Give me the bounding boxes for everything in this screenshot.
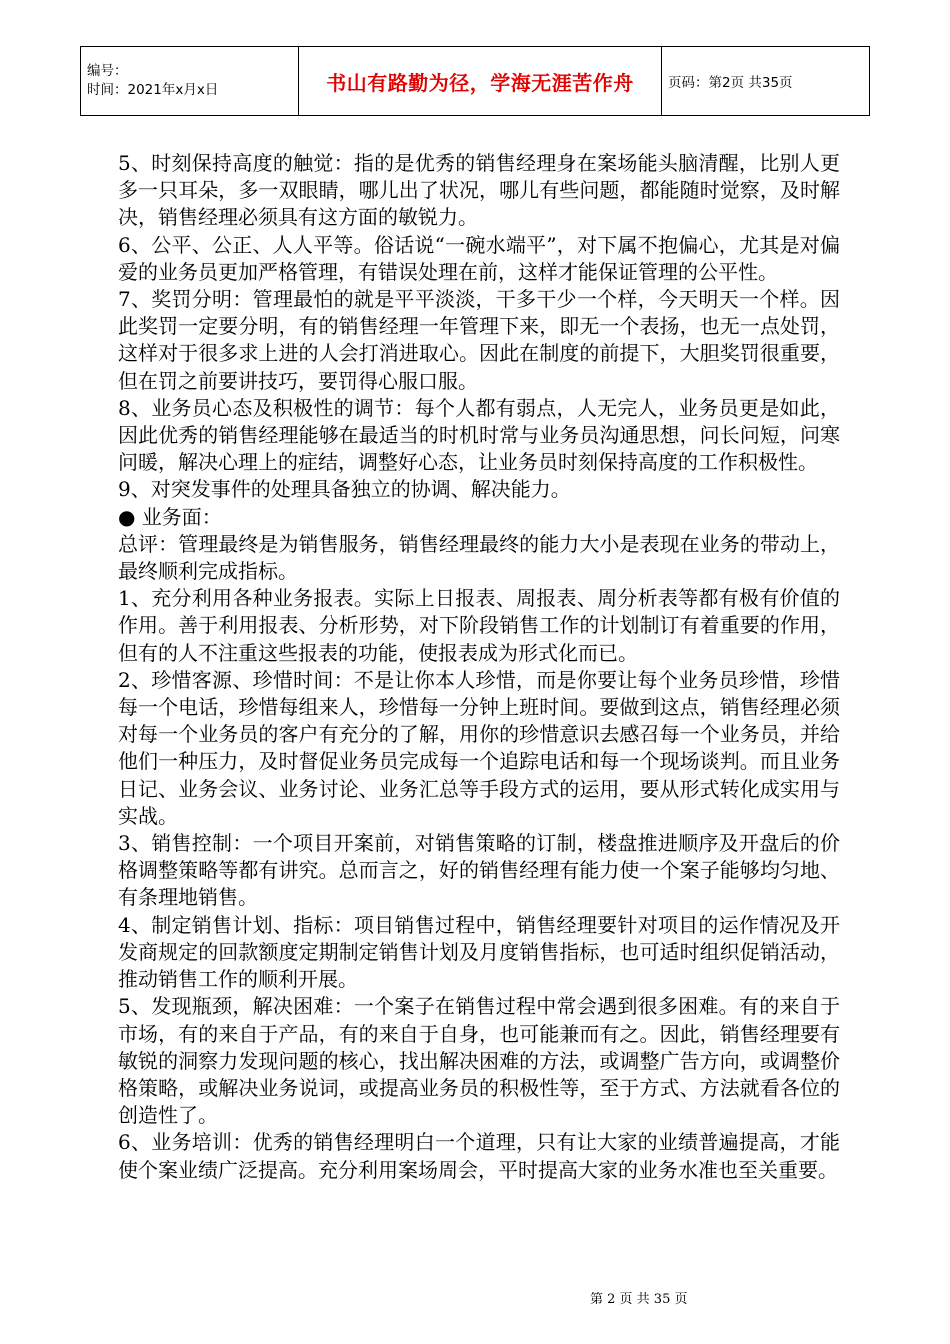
paragraph: 9、对突发事件的处理具备独立的协调、解决能力。: [118, 477, 571, 502]
page-footer: 第 2 页 共 35 页: [590, 1292, 688, 1307]
paragraph: 2、珍惜客源、珍惜时间：不是让你本人珍惜，而是你要让每个业务员珍惜，珍惜每一个电话，珍惜每组来人，珍惜每一分钟上班时间。要做到这点，销售经理必须对每一个业务员的客户有充分的了解，用你的珍惜意识去感召每一个业务员，并给他们一种压力，及时督促业务员完成每一个追踪电话和每一个现场谈判。而且业务日记、业务会议、业务讨论、业务汇总等手段方式的运用，要从形式转化成实用与实战。: [118, 667, 840, 828]
paragraph: 7、奖罚分明：管理最怕的就是平平淡淡，干多干少一个样，今天明天一个样。因此奖罚一定要分明，有的销售经理一年管理下来，即无一个表扬，也无一点处罚，这样对于很多求上进的人会打消进取心。因此在制度的前提下，大胆奖罚很重要，但在罚之前要讲技巧，要罚得心服口服。: [118, 287, 840, 393]
paragraph: 8、业务员心态及积极性的调节：每个人都有弱点，人无完人，业务员更是如此，因此优秀的销售经理能够在最适当的时机时常与业务员沟通思想，问长问短，问寒问暖，解决心理上的症结，调整好心态，让业务员时刻保持高度的工作积极性。: [118, 395, 840, 475]
paragraph: 3、销售控制：一个项目开案前，对销售策略的订制，楼盘推进顺序及开盘后的价格调整策略等都有讲究。总而言之，好的销售经理有能力使一个案子能够均匀地、有条理地销售。: [118, 831, 840, 910]
paragraph: 6、业务培训：优秀的销售经理明白一个道理，只有让大家的业绩普遍提高，才能使个案业绩广泛提高。充分利用案场周会，平时提高大家的业务水准也至关重要。: [118, 1130, 840, 1182]
header-meta-cell: [81, 47, 299, 116]
document-time-label: 时间：2021年x月x日: [87, 82, 219, 98]
document-number-label: 编号：: [87, 63, 128, 79]
paragraph: 1、充分利用各种业务报表。实际上日报表、周报表、周分析表等都有极有价值的作用。善于利用报表、分析形势，对下阶段销售工作的计划制订有着重要的作用，但有的人不注重这些报表的功能，使报表成为形式化而已。: [118, 586, 840, 665]
document-header: [80, 46, 870, 116]
paragraph: 总评：管理最终是为销售服务，销售经理最终的能力大小是表现在业务的带动上，最终顺利完成指标。: [118, 531, 840, 584]
document-body: [118, 150, 840, 1184]
paragraph: 6、公平、公正、人人平等。俗话说“一碗水端平”，对下属不抱偏心，尤其是对偏爱的业务员更加严格管理，有错误处理在前，这样才能保证管理的公平性。: [118, 232, 840, 284]
paragraph: 4、制定销售计划、指标：项目销售过程中，销售经理要针对项目的运作情况及开发商规定的回款额度定期制定销售计划及月度销售指标，也可适时组织促销活动，推动销售工作的顺利开展。: [118, 912, 840, 992]
paragraph: 5、发现瓶颈，解决困难：一个案子在销售过程中常会遇到很多困难。有的来自于市场，有的来自于产品，有的来自于自身，也可能兼而有之。因此，销售经理要有敏锐的洞察力发现问题的核心，找出解决困难的方法，或调整广告方向，或调整价格策略，或解决业务说词，或提高业务员的积极性等，至于方式、方法就看各位的创造性了。: [118, 994, 840, 1128]
section-heading: ● 业务面：: [118, 504, 222, 529]
header-page-info: 页码：第2页 共35页: [662, 47, 870, 116]
header-motto: 书山有路勤为径，学海无涯苦作舟: [299, 47, 662, 116]
paragraph: 5、时刻保持高度的触觉：指的是优秀的销售经理身在案场能头脑清醒，比别人更多一只耳朵，多一双眼睛，哪儿出了状况，哪儿有些问题，都能随时觉察，及时解决，销售经理必须具有这方面的敏锐力。: [118, 151, 840, 230]
